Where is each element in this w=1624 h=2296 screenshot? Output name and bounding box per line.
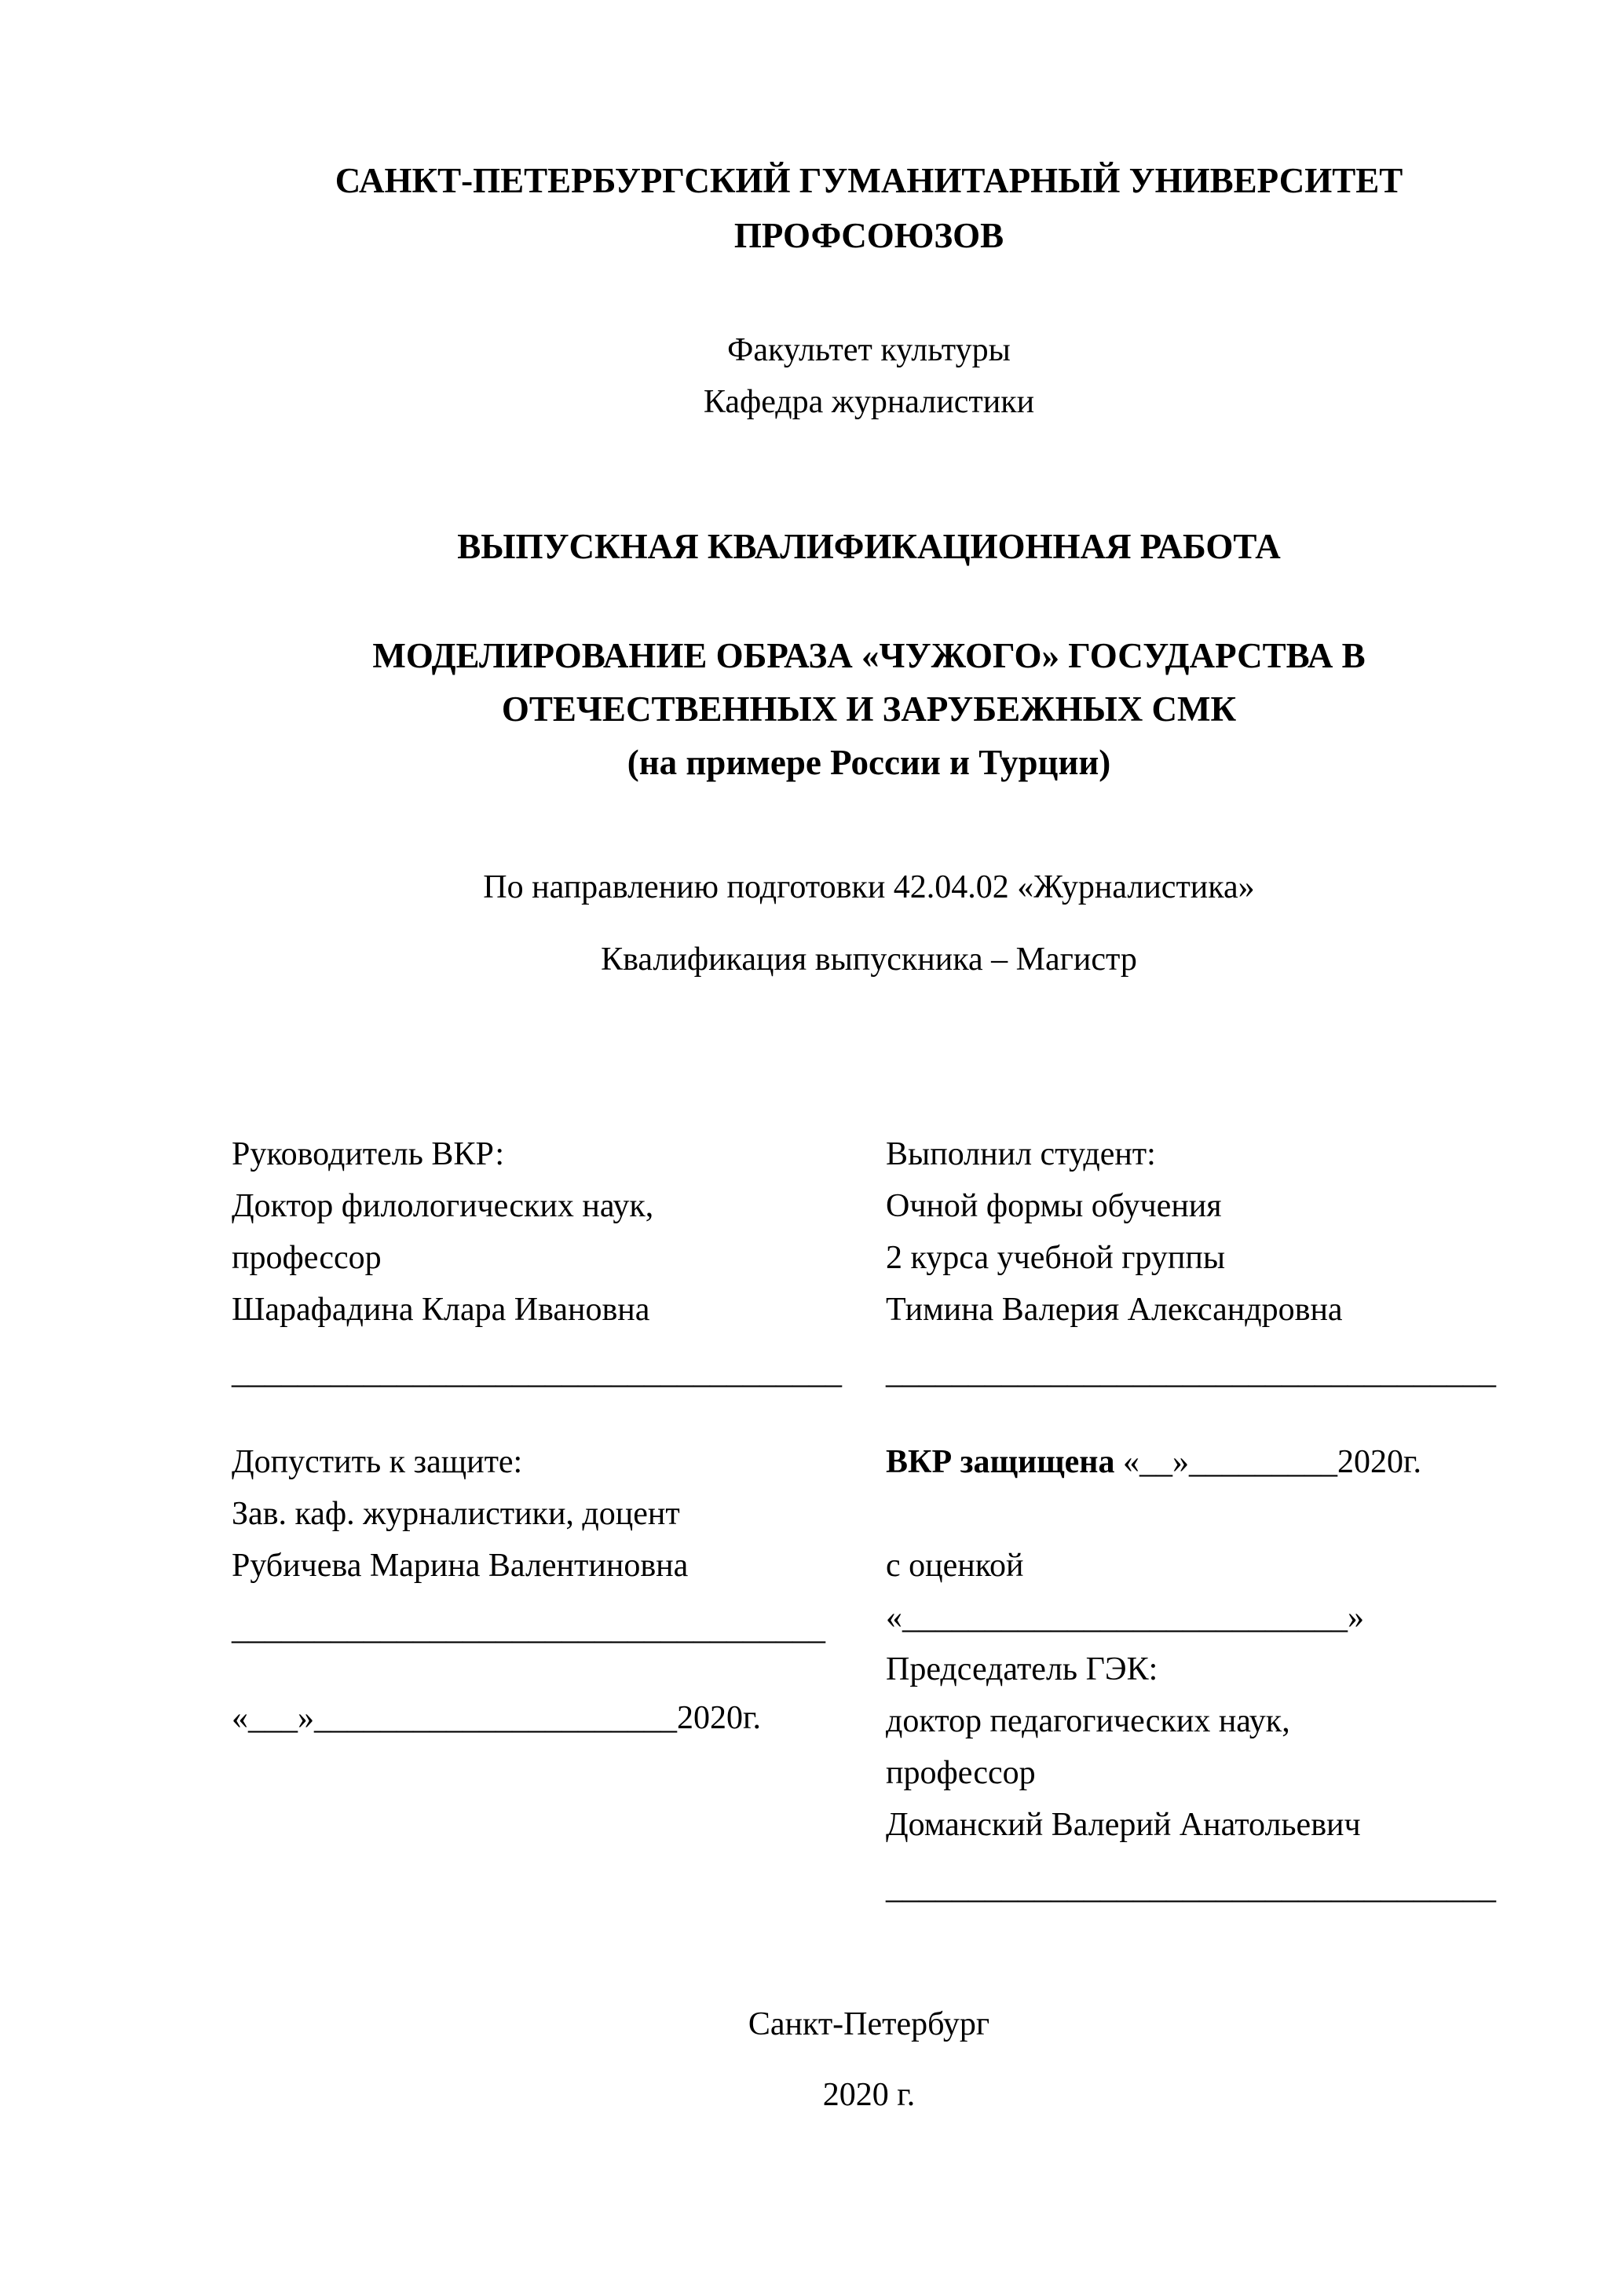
gek-chair-signature-line: _____________________________________ bbox=[886, 1870, 1496, 1906]
supervisor-column bbox=[232, 1128, 886, 1914]
student-name: Тимина Валерия Александровна bbox=[886, 1292, 1343, 1328]
student-group: 2 курса учебной группы bbox=[886, 1240, 1226, 1276]
work-title bbox=[232, 629, 1506, 789]
work-title-line2: ОТЕЧЕСТВЕННЫХ И ЗАРУБЕЖНЫХ СМК bbox=[501, 689, 1237, 729]
supervisor-label: Руководитель ВКР: bbox=[232, 1136, 505, 1172]
gek-chair-label: Председатель ГЭК: bbox=[886, 1651, 1158, 1687]
admit-label: Допустить к защите: bbox=[232, 1444, 523, 1480]
grade-line: с оценкой «___________________________» bbox=[886, 1548, 1364, 1636]
gek-chair-rank: профессор bbox=[886, 1755, 1036, 1791]
work-type-heading: ВЫПУСКНАЯ КВАЛИФИКАЦИОННАЯ РАБОТА bbox=[457, 527, 1281, 566]
footer-city: Санкт-Петербург bbox=[748, 2006, 990, 2042]
department-name: Кафедра журналистики bbox=[703, 384, 1035, 420]
defended-date-blank: «__»_________2020г. bbox=[1114, 1444, 1421, 1480]
student-signature-line: _____________________________________ bbox=[886, 1355, 1496, 1391]
work-title-line3: (на примере России и Турции) bbox=[627, 743, 1111, 782]
qualification: Квалификация выпускника – Магистр bbox=[601, 941, 1137, 978]
university-name-line1: САНКТ-ПЕТЕРБУРГСКИЙ ГУМАНИТАРНЫЙ УНИВЕРСИТЕТ bbox=[335, 161, 1403, 200]
program-direction: По направлению подготовки 42.04.02 «Журналистика» bbox=[483, 869, 1255, 905]
supervisor-name: Шарафадина Клара Ивановна bbox=[232, 1292, 650, 1328]
admit-date-line: «___»______________________2020г. bbox=[232, 1700, 761, 1736]
dept-head-signature-line: ____________________________________ bbox=[232, 1610, 825, 1647]
footer-year: 2020 г. bbox=[822, 2077, 916, 2113]
student-label: Выполнил студент: bbox=[886, 1136, 1156, 1172]
footer bbox=[232, 1998, 1506, 2121]
student-column bbox=[886, 1128, 1506, 1914]
defended-label: ВКР защищена bbox=[886, 1444, 1115, 1480]
university-name bbox=[232, 153, 1506, 263]
work-title-line1: МОДЕЛИРОВАНИЕ ОБРАЗА «ЧУЖОГО» ГОСУДАРСТВА В bbox=[372, 636, 1366, 675]
defended-line bbox=[886, 1436, 1506, 1488]
signature-section bbox=[232, 1128, 1506, 1914]
faculty-block bbox=[232, 324, 1506, 428]
faculty-name: Факультет культуры bbox=[727, 332, 1011, 368]
dept-head-name: Рубичева Марина Валентиновна bbox=[232, 1548, 689, 1584]
supervisor-degree: Доктор филологических наук, bbox=[232, 1188, 654, 1224]
student-study-form: Очной формы обучения bbox=[886, 1188, 1222, 1224]
supervisor-rank: профессор bbox=[232, 1240, 382, 1276]
supervisor-signature-line: _____________________________________ bbox=[232, 1355, 842, 1391]
dept-head-role: Зав. каф. журналистики, доцент bbox=[232, 1496, 680, 1532]
university-name-line2: ПРОФСОЮЗОВ bbox=[733, 216, 1004, 255]
gek-chair-degree: доктор педагогических наук, bbox=[886, 1703, 1290, 1739]
gek-chair-name: Доманский Валерий Анатольевич bbox=[886, 1807, 1361, 1843]
